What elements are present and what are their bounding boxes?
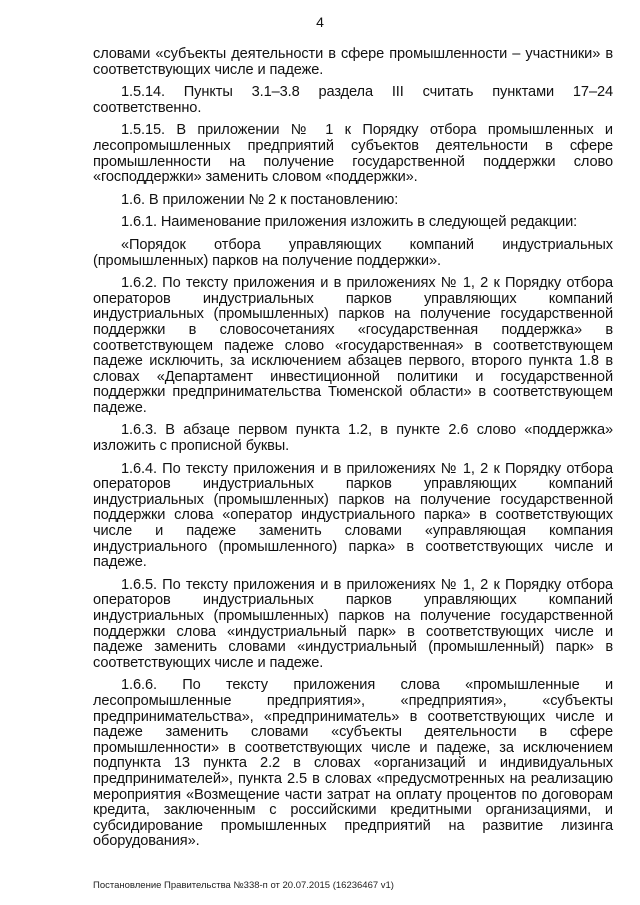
paragraph-1-6-4: 1.6.4. По тексту приложения и в приложениях № 1, 2 к Порядку отбора операторов индустриальных парков управляющих компаний индустриальных (промышленных) парков на получение государственной поддержки слова «оператор индустриального парка» в соответствующих числе и падеже заменить словами «управляющая компания индустриального (промышленного) парка» в соответствующих числе и падеже.: [93, 460, 613, 571]
paragraph-continuation: словами «субъекты деятельности в сфере промышленности – участники» в соответствующих числе и падеже.: [93, 46, 613, 78]
paragraph-1-6-6: 1.6.6. По тексту приложения слова «промышленные и лесопромышленные предприятия», «предприятия», «субъекты предпринимательства», «предприниматель» в соответствующих числе и падеже заменить словами «субъекты деятельности в сфере промышленности» в соответствующих числе и падеже, за исключением подпункта 13 пункта 2.2 в словах «организаций и индивидуальных предпринимателей», пункта 2.5 в словах «предусмотренных на реализацию мероприятия «Возмещение части затрат на оплату процентов по договорам кредита, заключенным с российскими кредитными организациями, и субсидирование промышленных предприятий на развитие лизинга оборудования».: [93, 677, 613, 850]
paragraph-quote: «Порядок отбора управляющих компаний индустриальных (промышленных) парков на получение поддержки».: [93, 236, 613, 269]
paragraph-1-6-1: 1.6.1. Наименование приложения изложить в следующей редакции:: [121, 214, 578, 231]
paragraph-1-5-14: 1.5.14. Пункты 3.1–3.8 раздела III считать пунктами 17–24 соответственно.: [93, 84, 613, 116]
paragraph-1-6-5: 1.6.5. По тексту приложения и в приложениях № 1, 2 к Порядку отбора операторов индустриальных парков управляющих компаний индустриальных (промышленных) парков на получение государственной поддержки слова «индустриальный парк» в соответствующих числе и падеже заменить словами «индустриальный (промышленный) парк» в соответствующих числе и падеже.: [93, 576, 613, 671]
paragraph-1-6: 1.6. В приложении № 2 к постановлению:: [121, 191, 399, 208]
document-footer: Постановление Правительства №338-п от 20.07.2015 (16236467 v1): [93, 880, 394, 891]
paragraph-1-5-15: 1.5.15. В приложении № 1 к Порядку отбора промышленных и лесопромышленных предприятий субъектов деятельности в сфере промышленности на получение государственной поддержки слово «господдержки» заменить словом «поддержки».: [93, 122, 613, 186]
document-body: [93, 47, 613, 857]
paragraph-1-6-3: 1.6.3. В абзаце первом пункта 1.2, в пункте 2.6 слово «поддержка» изложить с прописной буквы.: [93, 422, 613, 455]
page-number: 4: [316, 14, 324, 30]
paragraph-1-6-2: 1.6.2. По тексту приложения и в приложениях № 1, 2 к Порядку отбора операторов индустриальных парков управляющих компаний индустриальных (промышленных) парков на получение государственной поддержки в словосочетаниях «государственная поддержка» в соответствующем падеже слово «государственная» в соответствующем падеже исключить, за исключением абзацев первого, второго пункта 1.8 в словах «Департамент инвестиционной политики и государственной поддержки предпринимательства Тюменской области» в соответствующем падеже.: [93, 275, 613, 416]
